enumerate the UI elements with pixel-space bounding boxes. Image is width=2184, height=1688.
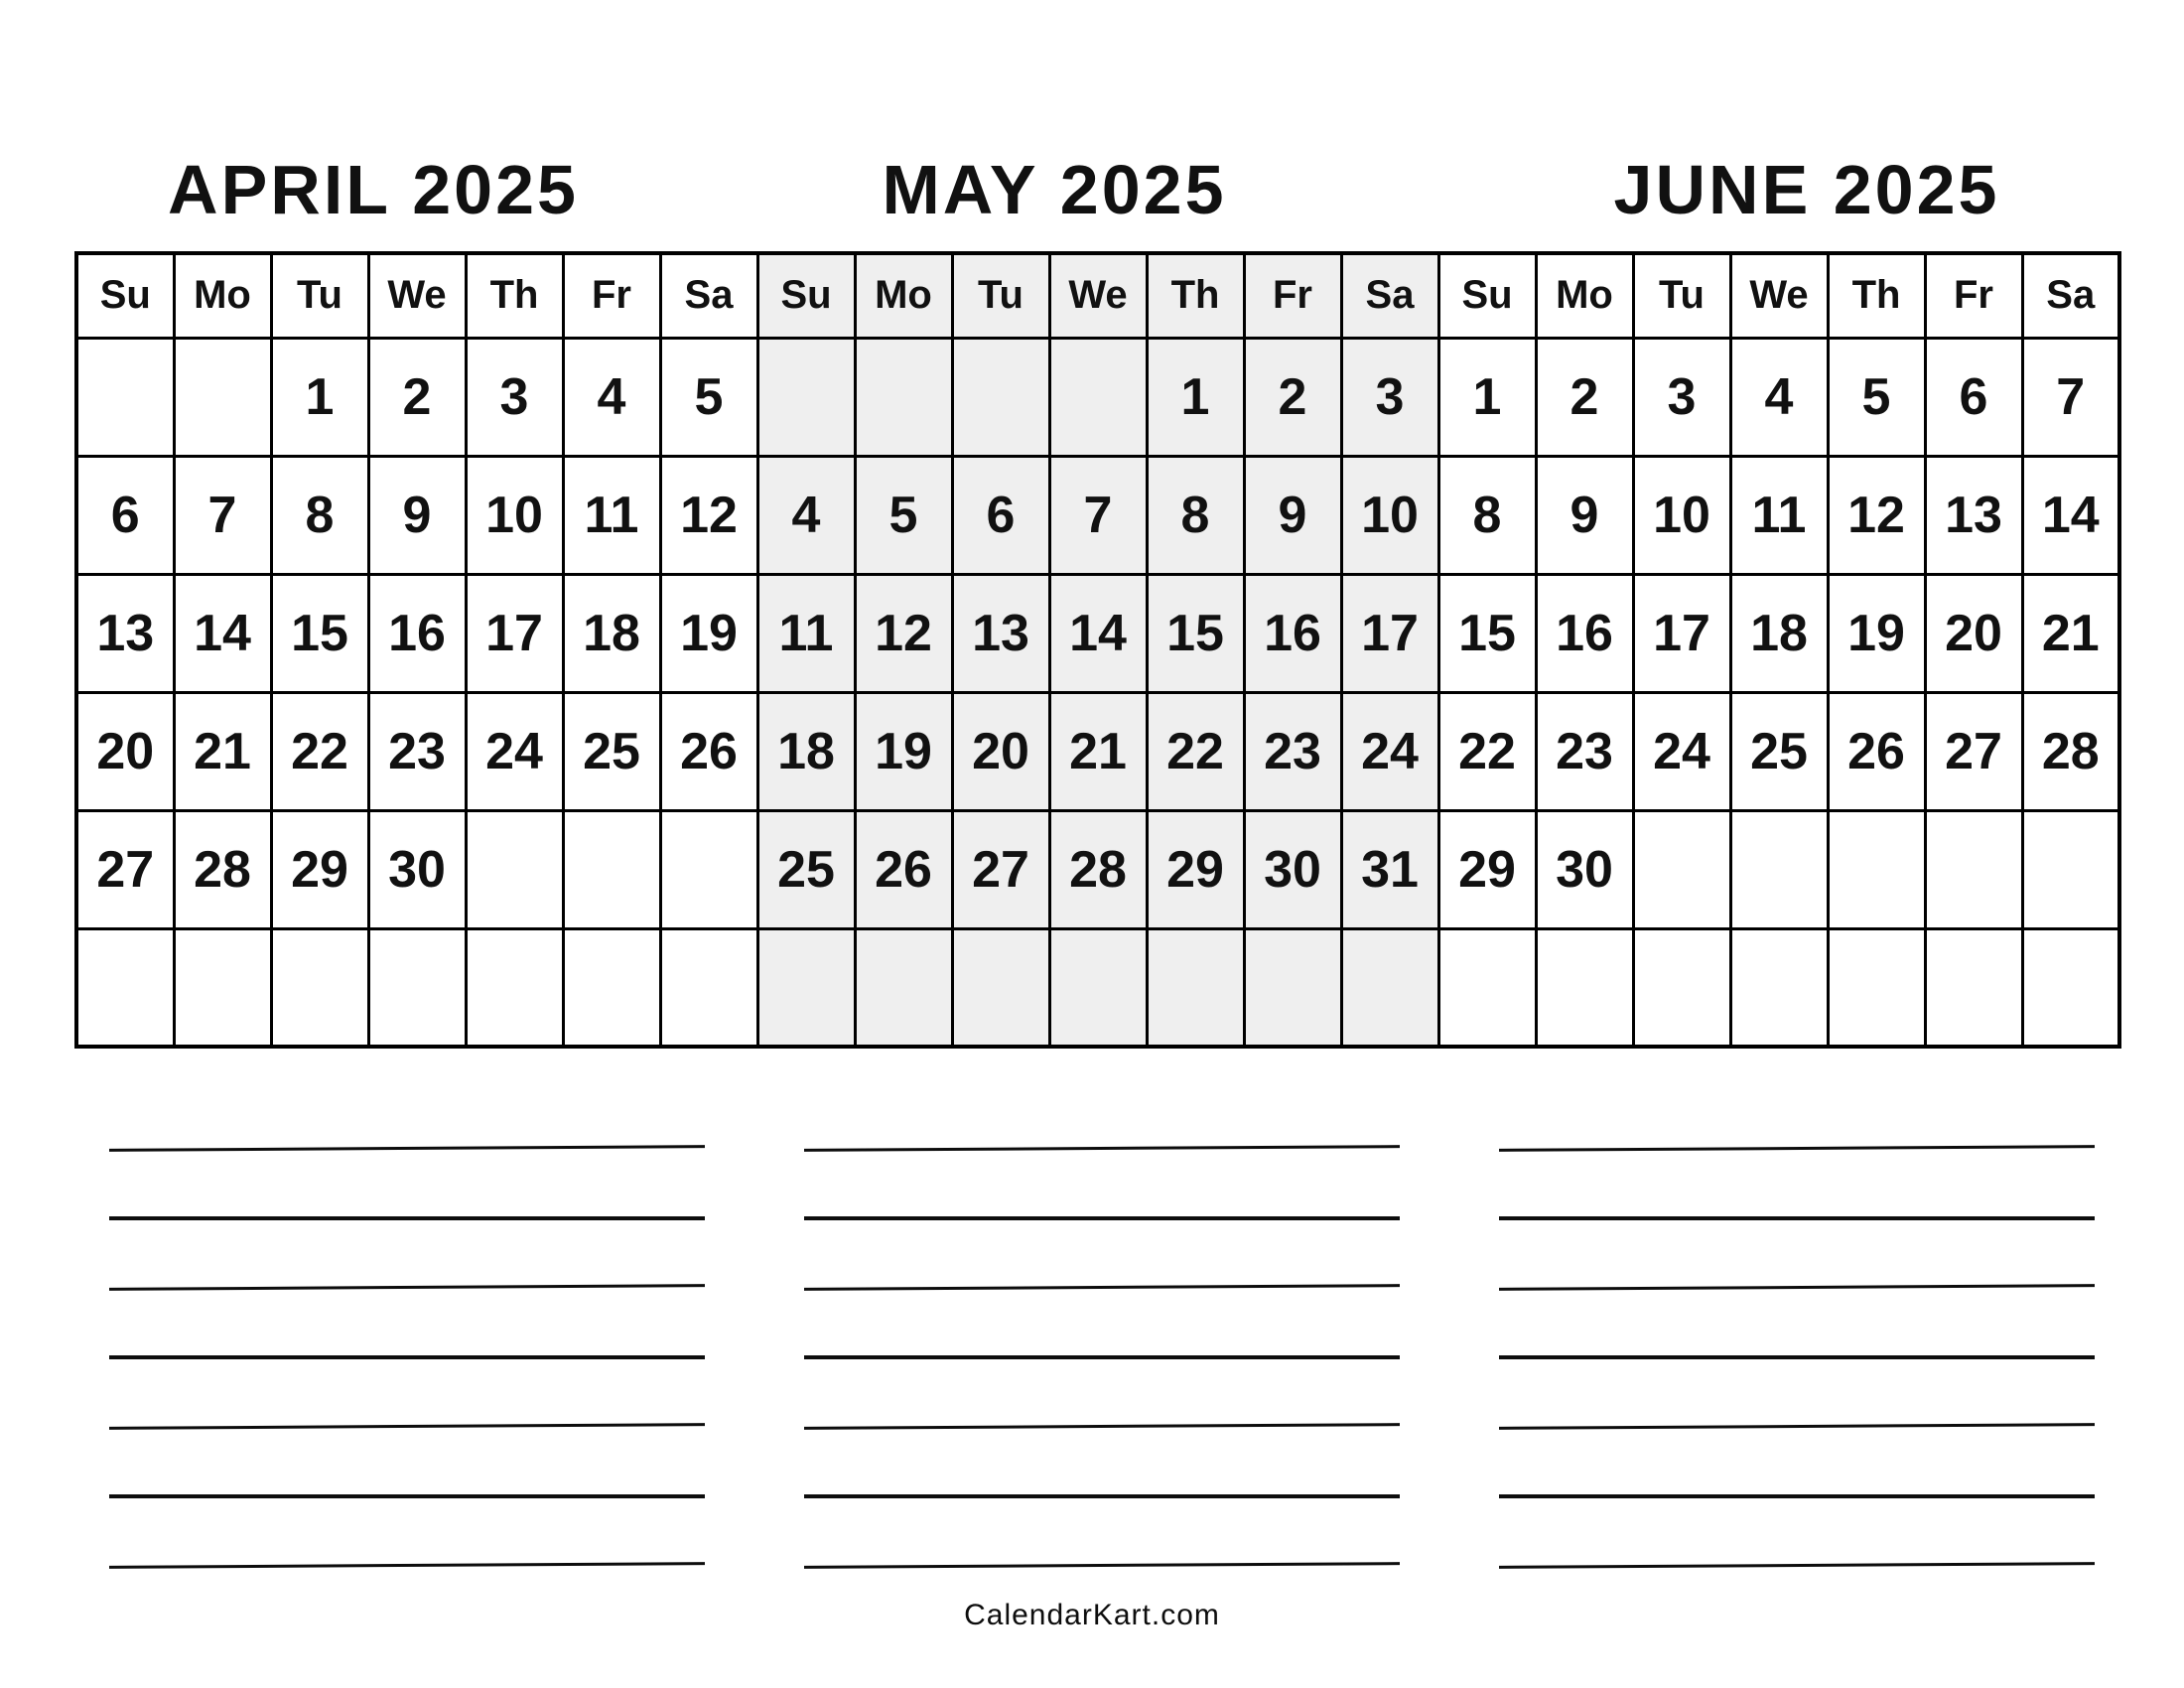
day-cell: 23 xyxy=(1244,692,1341,810)
day-cell: 27 xyxy=(952,810,1049,928)
weekday-header-cell: Fr xyxy=(1925,253,2022,338)
notes-line xyxy=(109,1284,705,1291)
day-cell: 10 xyxy=(1633,456,1730,574)
weekday-header-cell: Fr xyxy=(563,253,660,338)
empty-day-cell xyxy=(1730,928,1828,1047)
empty-day-cell xyxy=(76,928,174,1047)
notes-line xyxy=(1499,1494,2095,1498)
day-cell: 16 xyxy=(1536,574,1633,692)
empty-day-cell xyxy=(2022,928,2119,1047)
empty-day-cell xyxy=(952,338,1049,456)
day-cell: 11 xyxy=(563,456,660,574)
day-cell: 22 xyxy=(271,692,368,810)
day-cell: 1 xyxy=(1147,338,1244,456)
notes-column-june xyxy=(1499,1112,2095,1609)
day-cell: 12 xyxy=(1828,456,1925,574)
week-row xyxy=(76,928,2119,1047)
empty-day-cell xyxy=(466,810,563,928)
empty-day-cell xyxy=(855,928,952,1047)
weekday-header-cell: We xyxy=(368,253,466,338)
day-cell: 6 xyxy=(76,456,174,574)
day-cell: 29 xyxy=(1147,810,1244,928)
day-cell: 18 xyxy=(563,574,660,692)
week-row xyxy=(76,338,2119,456)
day-cell: 19 xyxy=(1828,574,1925,692)
day-cell: 5 xyxy=(1828,338,1925,456)
day-cell: 3 xyxy=(1341,338,1438,456)
day-cell: 25 xyxy=(563,692,660,810)
weekday-header-cell: Sa xyxy=(2022,253,2119,338)
empty-day-cell xyxy=(1828,810,1925,928)
day-cell: 8 xyxy=(1147,456,1244,574)
notes-line xyxy=(804,1562,1400,1569)
day-cell: 26 xyxy=(660,692,757,810)
day-cell: 30 xyxy=(1536,810,1633,928)
day-cell: 28 xyxy=(2022,692,2119,810)
notes-line xyxy=(109,1145,705,1152)
week-row xyxy=(76,456,2119,574)
day-cell: 19 xyxy=(855,692,952,810)
day-cell: 28 xyxy=(1049,810,1147,928)
weekday-header-cell: Tu xyxy=(271,253,368,338)
empty-day-cell xyxy=(660,810,757,928)
day-cell: 9 xyxy=(368,456,466,574)
day-cell: 14 xyxy=(1049,574,1147,692)
notes-line xyxy=(804,1284,1400,1291)
day-cell: 1 xyxy=(271,338,368,456)
empty-day-cell xyxy=(563,810,660,928)
day-cell: 15 xyxy=(1438,574,1536,692)
day-cell: 15 xyxy=(271,574,368,692)
day-cell: 13 xyxy=(1925,456,2022,574)
day-cell: 4 xyxy=(757,456,855,574)
empty-day-cell xyxy=(368,928,466,1047)
day-cell: 17 xyxy=(466,574,563,692)
empty-day-cell xyxy=(1925,810,2022,928)
day-cell: 20 xyxy=(76,692,174,810)
notes-line xyxy=(109,1494,705,1498)
day-cell: 7 xyxy=(174,456,271,574)
empty-day-cell xyxy=(952,928,1049,1047)
empty-day-cell xyxy=(1828,928,1925,1047)
footer-brand: CalendarKart.com xyxy=(964,1599,1220,1631)
weekday-header-cell: Su xyxy=(757,253,855,338)
day-cell: 1 xyxy=(1438,338,1536,456)
day-cell: 14 xyxy=(2022,456,2119,574)
weekday-header-cell: Sa xyxy=(660,253,757,338)
day-cell: 12 xyxy=(855,574,952,692)
empty-day-cell xyxy=(1438,928,1536,1047)
weekday-header-cell: Th xyxy=(1828,253,1925,338)
empty-day-cell xyxy=(563,928,660,1047)
weekday-header-cell: Mo xyxy=(174,253,271,338)
empty-day-cell xyxy=(1147,928,1244,1047)
day-cell: 23 xyxy=(368,692,466,810)
day-cell: 24 xyxy=(1341,692,1438,810)
day-cell: 2 xyxy=(1536,338,1633,456)
day-cell: 11 xyxy=(757,574,855,692)
day-cell: 2 xyxy=(368,338,466,456)
weekday-header-cell: Fr xyxy=(1244,253,1341,338)
weekday-header-cell: Tu xyxy=(1633,253,1730,338)
notes-line xyxy=(109,1216,705,1220)
month-title-may: MAY 2025 xyxy=(882,151,1227,228)
day-cell: 8 xyxy=(1438,456,1536,574)
day-cell: 2 xyxy=(1244,338,1341,456)
day-cell: 24 xyxy=(466,692,563,810)
notes-line xyxy=(804,1216,1400,1220)
month-title-april: APRIL 2025 xyxy=(168,151,579,228)
day-cell: 21 xyxy=(174,692,271,810)
day-cell: 18 xyxy=(757,692,855,810)
day-cell: 27 xyxy=(1925,692,2022,810)
day-cell: 29 xyxy=(1438,810,1536,928)
day-cell: 7 xyxy=(2022,338,2119,456)
notes-line xyxy=(1499,1216,2095,1220)
notes-line xyxy=(1499,1423,2095,1430)
notes-line xyxy=(109,1355,705,1359)
day-cell: 13 xyxy=(76,574,174,692)
empty-day-cell xyxy=(1730,810,1828,928)
day-cell: 20 xyxy=(1925,574,2022,692)
notes-line xyxy=(804,1355,1400,1359)
day-cell: 6 xyxy=(1925,338,2022,456)
day-cell: 17 xyxy=(1341,574,1438,692)
day-cell: 23 xyxy=(1536,692,1633,810)
calendar-body xyxy=(76,338,2119,1047)
empty-day-cell xyxy=(1049,928,1147,1047)
empty-day-cell xyxy=(1633,928,1730,1047)
day-cell: 25 xyxy=(757,810,855,928)
day-cell: 26 xyxy=(855,810,952,928)
day-cell: 30 xyxy=(368,810,466,928)
day-cell: 24 xyxy=(1633,692,1730,810)
day-cell: 4 xyxy=(563,338,660,456)
day-cell: 10 xyxy=(1341,456,1438,574)
day-cell: 21 xyxy=(1049,692,1147,810)
empty-day-cell xyxy=(855,338,952,456)
notes-line xyxy=(804,1145,1400,1152)
weekday-header-row xyxy=(76,253,2119,338)
day-cell: 31 xyxy=(1341,810,1438,928)
week-row xyxy=(76,810,2119,928)
day-cell: 10 xyxy=(466,456,563,574)
day-cell: 22 xyxy=(1438,692,1536,810)
day-cell: 27 xyxy=(76,810,174,928)
empty-day-cell xyxy=(1925,928,2022,1047)
weekday-header-cell: Mo xyxy=(855,253,952,338)
day-cell: 15 xyxy=(1147,574,1244,692)
weekday-header-cell: Su xyxy=(76,253,174,338)
empty-day-cell xyxy=(1536,928,1633,1047)
day-cell: 13 xyxy=(952,574,1049,692)
empty-day-cell xyxy=(1244,928,1341,1047)
notes-line xyxy=(109,1562,705,1569)
day-cell: 30 xyxy=(1244,810,1341,928)
day-cell: 14 xyxy=(174,574,271,692)
notes-line xyxy=(1499,1562,2095,1569)
week-row xyxy=(76,692,2119,810)
weekday-header-cell: Th xyxy=(466,253,563,338)
day-cell: 3 xyxy=(466,338,563,456)
day-cell: 9 xyxy=(1536,456,1633,574)
day-cell: 9 xyxy=(1244,456,1341,574)
notes-line xyxy=(1499,1355,2095,1359)
day-cell: 29 xyxy=(271,810,368,928)
day-cell: 22 xyxy=(1147,692,1244,810)
empty-day-cell xyxy=(1341,928,1438,1047)
day-cell: 5 xyxy=(855,456,952,574)
weekday-header-cell: We xyxy=(1730,253,1828,338)
day-cell: 19 xyxy=(660,574,757,692)
day-cell: 17 xyxy=(1633,574,1730,692)
notes-column-april xyxy=(109,1112,705,1609)
notes-line xyxy=(1499,1284,2095,1291)
weekday-header-cell: Sa xyxy=(1341,253,1438,338)
notes-line xyxy=(804,1423,1400,1430)
day-cell: 16 xyxy=(368,574,466,692)
day-cell: 26 xyxy=(1828,692,1925,810)
notes-line xyxy=(1499,1145,2095,1152)
day-cell: 20 xyxy=(952,692,1049,810)
calendar-grid xyxy=(74,251,2121,1049)
weekday-header-cell: Tu xyxy=(952,253,1049,338)
day-cell: 25 xyxy=(1730,692,1828,810)
notes-line xyxy=(804,1494,1400,1498)
day-cell: 7 xyxy=(1049,456,1147,574)
day-cell: 28 xyxy=(174,810,271,928)
day-cell: 4 xyxy=(1730,338,1828,456)
day-cell: 6 xyxy=(952,456,1049,574)
day-cell: 5 xyxy=(660,338,757,456)
day-cell: 12 xyxy=(660,456,757,574)
empty-day-cell xyxy=(271,928,368,1047)
day-cell: 11 xyxy=(1730,456,1828,574)
empty-day-cell xyxy=(2022,810,2119,928)
weekday-header-cell: Mo xyxy=(1536,253,1633,338)
notes-line xyxy=(109,1423,705,1430)
empty-day-cell xyxy=(76,338,174,456)
week-row xyxy=(76,574,2119,692)
day-cell: 18 xyxy=(1730,574,1828,692)
empty-day-cell xyxy=(757,338,855,456)
day-cell: 3 xyxy=(1633,338,1730,456)
notes-column-may xyxy=(804,1112,1400,1609)
weekday-header-cell: We xyxy=(1049,253,1147,338)
weekday-header-cell: Su xyxy=(1438,253,1536,338)
month-title-june: JUNE 2025 xyxy=(1613,151,2000,228)
empty-day-cell xyxy=(757,928,855,1047)
empty-day-cell xyxy=(174,338,271,456)
empty-day-cell xyxy=(660,928,757,1047)
weekday-header-cell: Th xyxy=(1147,253,1244,338)
empty-day-cell xyxy=(1049,338,1147,456)
day-cell: 8 xyxy=(271,456,368,574)
empty-day-cell xyxy=(466,928,563,1047)
day-cell: 21 xyxy=(2022,574,2119,692)
empty-day-cell xyxy=(1633,810,1730,928)
empty-day-cell xyxy=(174,928,271,1047)
day-cell: 16 xyxy=(1244,574,1341,692)
